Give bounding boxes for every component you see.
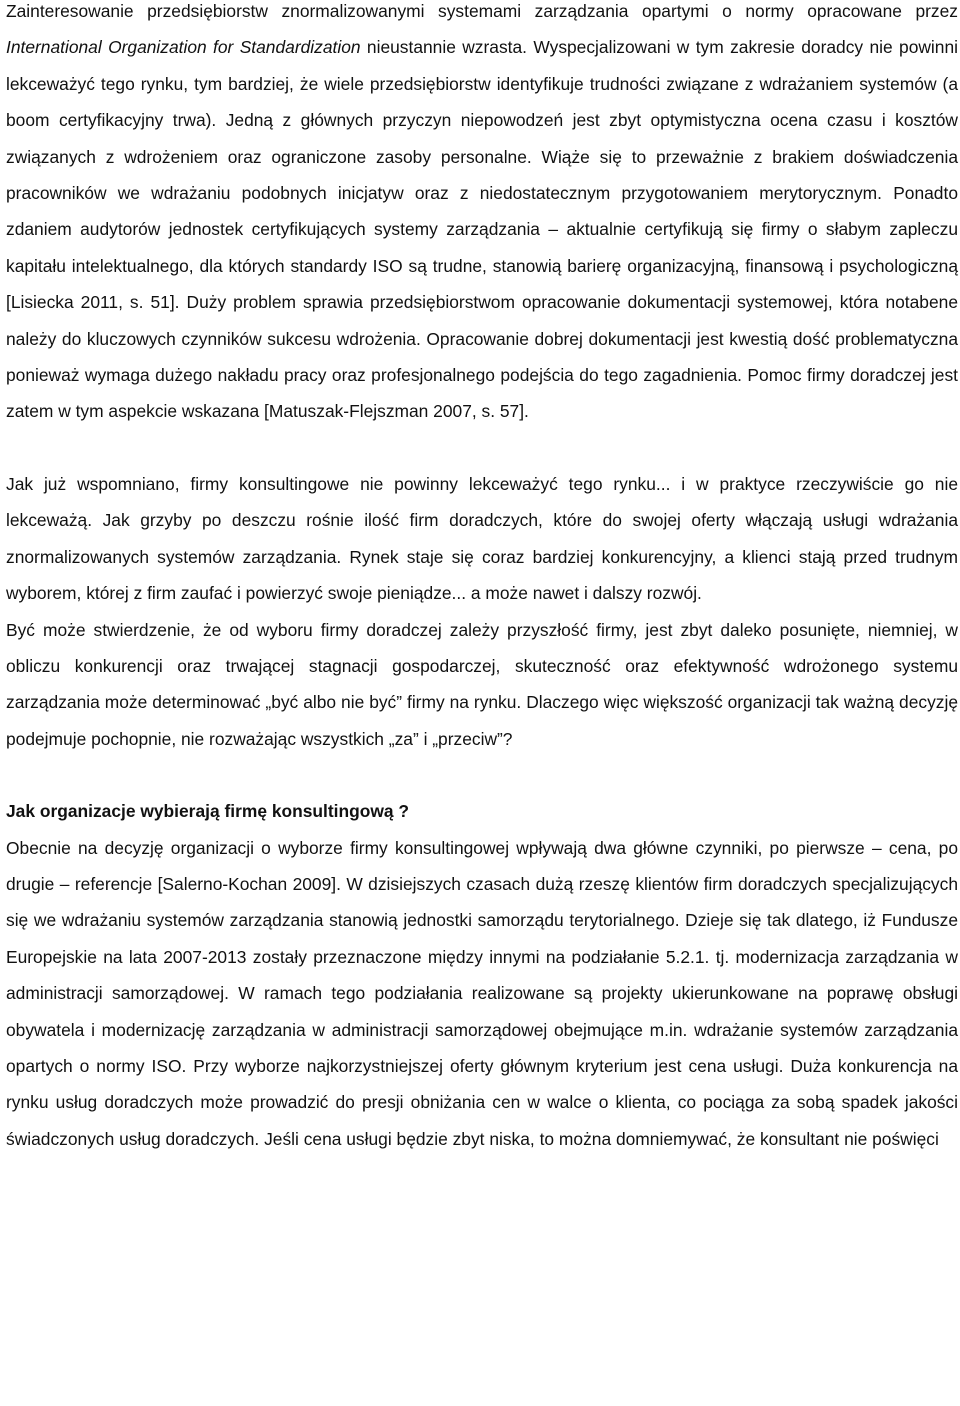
- paragraph-1: [6, 0, 958, 430]
- paragraph-3: Być może stwierdzenie, że od wyboru firmy doradczej zależy przyszłość firmy, jest zbyt daleko posunięte, niemniej, w obliczu konkurencji oraz trwającej stagnacji gospodarczej, skuteczność oraz efektywność wdrożonego systemu zarządzania może determinować „być albo nie być” firmy na rynku. Dlaczego więc większość organizacji tak ważną decyzję podejmuje pochopnie, nie rozważając wszystkich „za” i „przeciw”?: [6, 619, 958, 749]
- document-page: [6, 0, 958, 1157]
- paragraph-2: Jak już wspomniano, firmy konsultingowe nie powinny lekceważyć tego rynku... i w praktyce rzeczywiście go nie lekceważą. Jak grzyby po deszczu rośnie ilość firm doradczych, które do swojej oferty włączają usługi wdrażania znormalizowanych systemów zarządzania. Rynek staje się coraz bardziej konkurencyjny, a klienci stają przed trudnym wyborem, której z firm zaufać i powierzyć swoje pieniądze... a może nawet i dalszy rozwój.: [6, 473, 958, 604]
- paragraph-1-part-2: nieustannie wzrasta. Wyspecjalizowani w tym zakresie doradcy nie powinni lekceważyć tego rynku, tym bardziej, że wiele przedsiębiorstw identyfikuje trudności związane z wdrażaniem systemów (a boom certyfikacyjny trwa). Jedną z głównych przyczyn niepowodzeń jest zbyt optymistyczna ocena czasu i kosztów związanych z wdrożeniem oraz ograniczone zasoby personalne. Wiąże się to przeważnie z brakiem doświadczenia pracowników we wdrażaniu podobnych inicjatyw oraz z niedostatecznym przygotowaniem merytorycznym. Ponadto zdaniem audytorów jednostek certyfikujących systemy zarządzania – aktualnie certyfikują się firmy o słabym zapleczu kapitału intelektualnego, dla których standardy ISO są trudne, stanowią barierę organizacyjną, finansową i psychologiczną [Lisiecka 2011, s. 51]. Duży problem sprawia przedsiębiorstwom opracowanie dokumentacji systemowej, która notabene należy do kluczowych czynników sukcesu wdrożenia. Opracowanie dobrej dokumentacji jest kwestią dość problematyczna ponieważ wymaga dużego nakładu pracy oraz profesjonalnego podejścia do tego zagadnienia. Pomoc firmy doradczej jest zatem w tym aspekcie wskazana [Matuszak-Flejszman 2007, s. 57].: [6, 37, 958, 422]
- section-heading: Jak organizacje wybierają firmę konsultingową ?: [6, 801, 410, 822]
- paragraph-gap: [6, 757, 958, 793]
- paragraph-4: Obecnie na decyzję organizacji o wyborze firmy konsultingowej wpływają dwa główne czynniki, po pierwsze – cena, po drugie – referencje [Salerno-Kochan 2009]. W dzisiejszych czasach dużą rzeszę klientów firm doradczych specjalizujących się we wdrażaniu systemów zarządzania stanowią jednostki samorządu terytorialnego. Dzieje się tak dlatego, iż Fundusze Europejskie na lata 2007-2013 zostały przeznaczone między innymi na podziałanie 5.2.1. tj. modernizacja zarządzania w administracji samorządowej. W ramach tego podziałania realizowane są projekty ukierunkowane na poprawę obsługi obywatela i modernizację zarządzania w administracji samorządowej obejmujące m.in. wdrażanie systemów zarządzania opartych o normy ISO. Przy wyborze najkorzystniejszej oferty głównym kryterium jest cena usługi. Duża konkurencja na rynku usług doradczych może prowadzić do presji obniżania cen w walce o klienta, co pociąga za sobą spadek jakości świadczonych usług doradczych. Jeśli cena usługi będzie zbyt niska, to można domniemywać, że konsultant nie poświęci: [6, 837, 958, 1149]
- paragraph-gap: [6, 430, 958, 466]
- organization-name: International Organization for Standardization: [6, 37, 361, 58]
- paragraph-1-part-1: Zainteresowanie przedsiębiorstw znormalizowanymi systemami zarządzania opartymi o normy opracowane przez: [6, 1, 958, 21]
